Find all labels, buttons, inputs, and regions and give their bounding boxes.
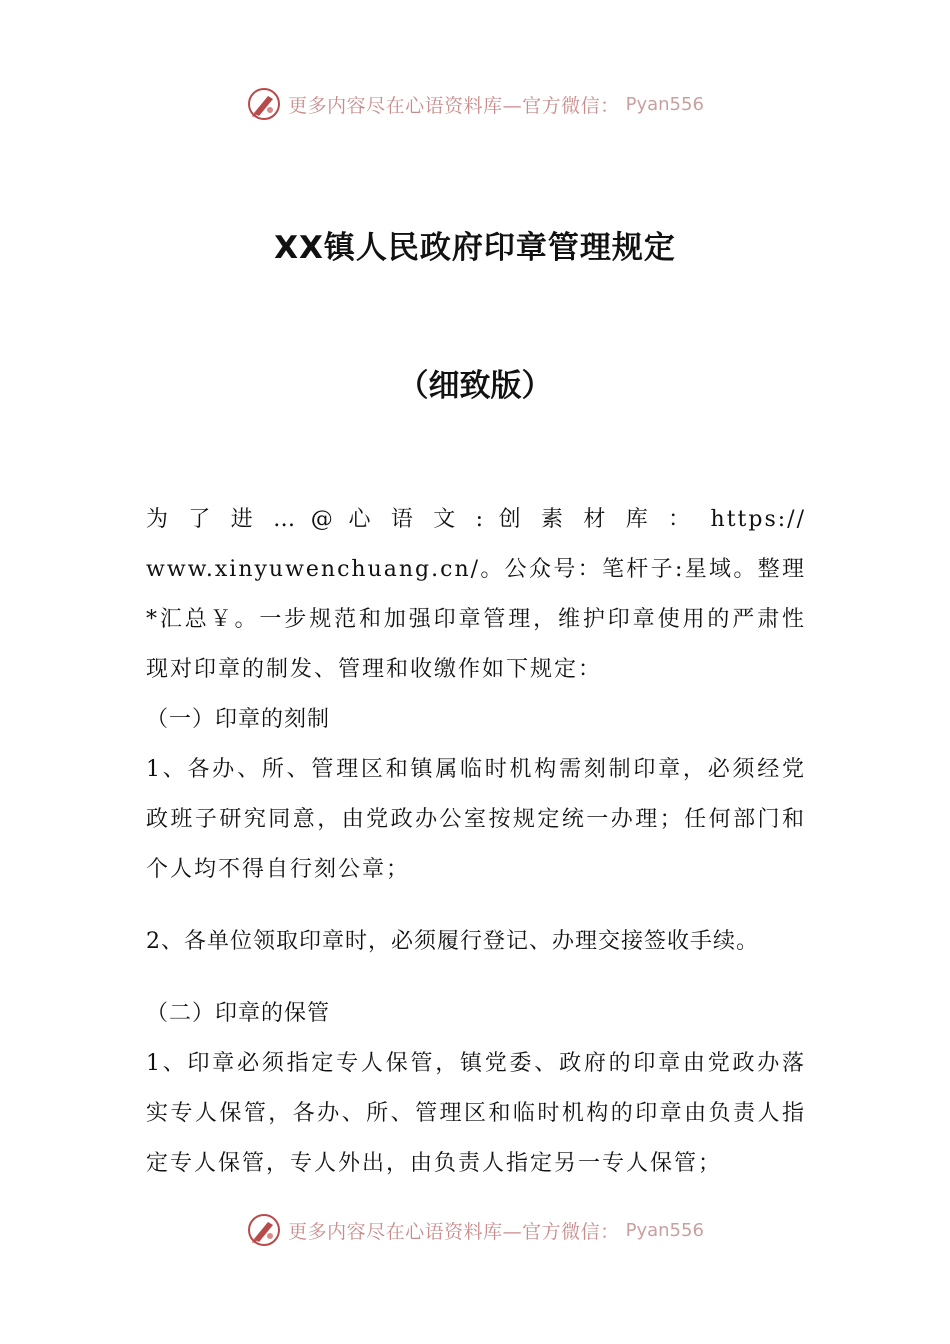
section-2-heading: （二）印章的保管 [146, 1001, 331, 1026]
watermark-wechat-id: Pyan556 [625, 1219, 704, 1241]
section-1-item-1: 1、各办、所、管理区和镇属临时机构需刻制印章，必须经党政班子研究同意，由党政办公室按规定统一办理；任何部门和个人均不得自行刻公章； [146, 757, 806, 882]
pen-circle-logo-icon [246, 86, 282, 122]
header-watermark [0, 84, 950, 124]
document-body [146, 495, 806, 1189]
intro-text: www.xinyuwenchuang.cn/。公众号：笔杆子:星域。整理*汇总￥。一步规范和加强印章管理，维护印章使用的严肃性现对印章的制发、管理和收缴作如下规定： [146, 557, 806, 682]
footer-watermark [0, 1210, 950, 1250]
watermark-wechat-id: Pyan556 [625, 93, 704, 115]
intro-line-1: 为 了 进 … @ 心 语 文 : 创 素 材 库 ： https:// [146, 507, 806, 532]
intro-paragraph [146, 495, 806, 695]
section-1-item-2: 2、各单位领取印章时，必须履行登记、办理交接签收手续。 [146, 929, 759, 954]
section-1-heading: （一）印章的刻制 [146, 707, 331, 732]
watermark-text: 更多内容尽在心语资料库—官方微信： [288, 1220, 620, 1243]
section-2-item-1: 1、印章必须指定专人保管，镇党委、政府的印章由党政办落实专人保管，各办、所、管理区和临时机构的印章由负责人指定专人保管，专人外出，由负责人指定另一专人保管； [146, 1051, 806, 1176]
document-title: XX镇人民政府印章管理规定 [274, 230, 676, 266]
watermark-text: 更多内容尽在心语资料库—官方微信： [288, 94, 620, 117]
document-subtitle: （细致版） [397, 368, 553, 404]
pen-circle-logo-icon [246, 1212, 282, 1248]
